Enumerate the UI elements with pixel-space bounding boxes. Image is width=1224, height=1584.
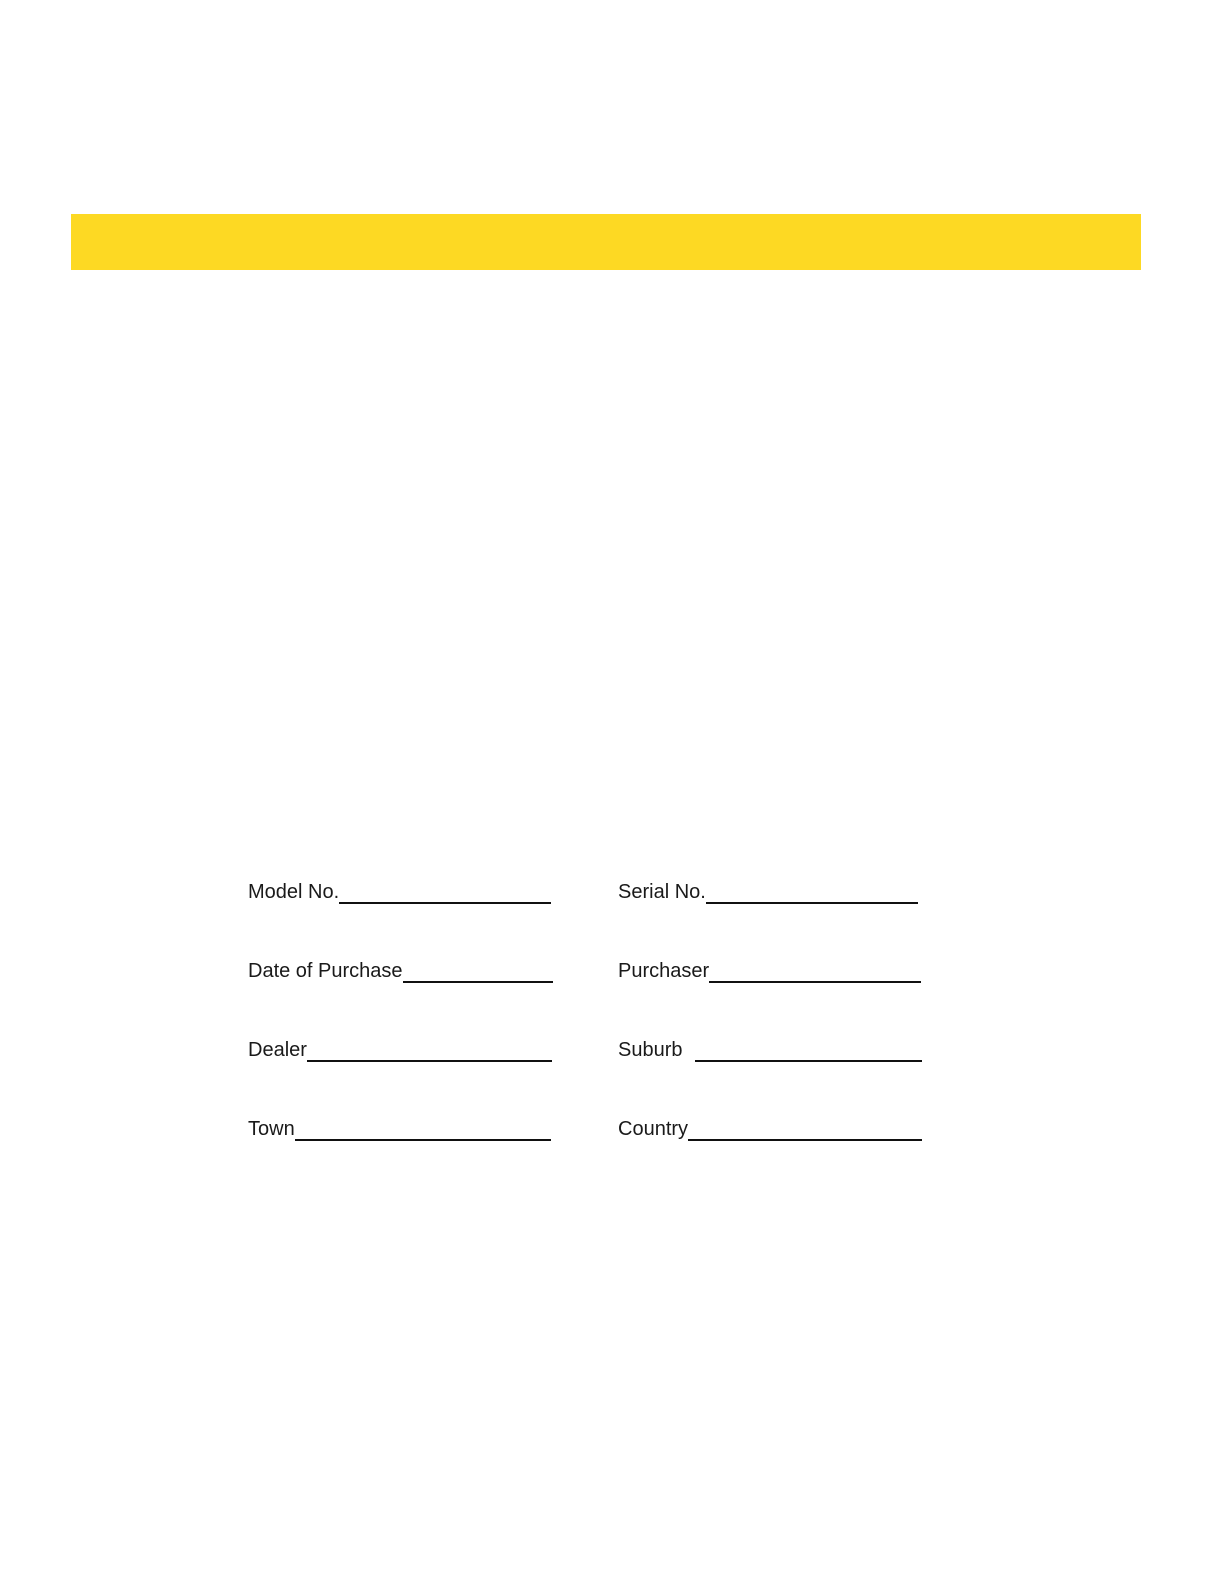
town-line[interactable] bbox=[295, 1139, 551, 1141]
country-label: Country bbox=[618, 1118, 689, 1140]
model-no-line[interactable] bbox=[339, 902, 551, 904]
date-of-purchase-line[interactable] bbox=[403, 981, 553, 983]
town-label: Town bbox=[248, 1118, 295, 1140]
country-line[interactable] bbox=[688, 1139, 922, 1141]
dealer-label: Dealer bbox=[248, 1039, 307, 1061]
date-of-purchase-field[interactable] bbox=[248, 953, 553, 983]
suburb-field[interactable] bbox=[618, 1032, 922, 1062]
yellow-header-banner bbox=[71, 214, 1141, 270]
suburb-label: Suburb bbox=[618, 1039, 683, 1061]
serial-no-label: Serial No. bbox=[618, 881, 706, 903]
purchaser-field[interactable] bbox=[618, 953, 921, 983]
serial-no-line[interactable] bbox=[706, 902, 918, 904]
model-no-label: Model No. bbox=[248, 881, 340, 903]
dealer-field[interactable] bbox=[248, 1032, 552, 1062]
suburb-line[interactable] bbox=[695, 1060, 923, 1062]
town-field[interactable] bbox=[248, 1111, 551, 1141]
date-of-purchase-label: Date of Purchase bbox=[248, 960, 403, 982]
model-no-field[interactable] bbox=[248, 874, 551, 904]
purchaser-label: Purchaser bbox=[618, 960, 710, 982]
country-field[interactable] bbox=[618, 1111, 922, 1141]
purchaser-line[interactable] bbox=[709, 981, 921, 983]
dealer-line[interactable] bbox=[307, 1060, 552, 1062]
serial-no-field[interactable] bbox=[618, 874, 918, 904]
